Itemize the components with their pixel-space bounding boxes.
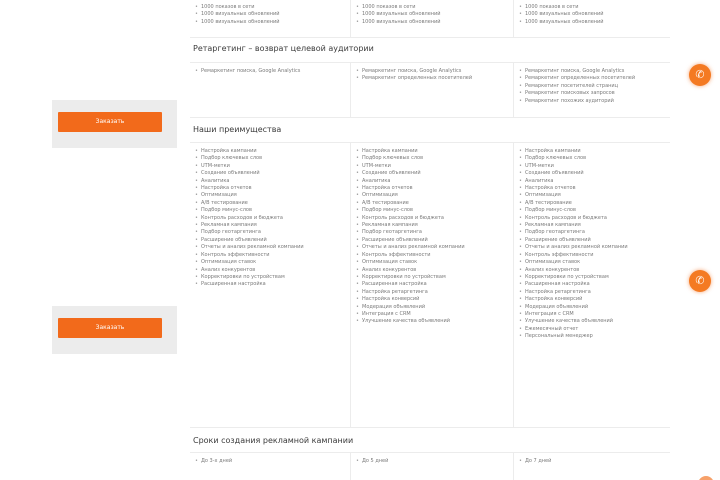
top-list-col-1 bbox=[194, 4, 346, 26]
divider bbox=[513, 63, 514, 117]
list-item: • Оптимизация bbox=[355, 192, 507, 199]
list-item: • Контроль эффективности bbox=[355, 252, 507, 259]
list-item: • Отчеты и анализ рекламной компании bbox=[518, 244, 670, 251]
list-item: • A/B тестирование bbox=[518, 200, 670, 207]
list-item: • UTM-метки bbox=[355, 163, 507, 170]
list-item: • До 7 дней bbox=[518, 458, 670, 465]
list-item: • Отчеты и анализ рекламной компании bbox=[355, 244, 507, 251]
list-item: • Корректировки по устройствам bbox=[194, 274, 346, 281]
divider bbox=[350, 0, 351, 37]
list-item: • 1000 визуальных обновлений bbox=[355, 11, 507, 18]
list-item: • 1000 показов в сети bbox=[518, 4, 670, 11]
list-item: • Ремаркетинг поиска, Google Analytics bbox=[194, 68, 346, 75]
list-item: • Подбор геотаргетинга bbox=[194, 229, 346, 236]
list-item: • Подбор ключевых слов bbox=[355, 155, 507, 162]
list-item: • Аналитика bbox=[355, 178, 507, 185]
list-item: • Улучшение качества объявлений bbox=[355, 318, 507, 325]
list-item: • Отчеты и анализ рекламной компании bbox=[194, 244, 346, 251]
list-item: • Ремаркетинг посетителей страниц bbox=[518, 83, 670, 90]
list-item: • Оптимизация bbox=[194, 192, 346, 199]
list-item: • 1000 визуальных обновлений bbox=[518, 11, 670, 18]
order-card bbox=[52, 100, 177, 148]
list-item: • Анализ конкурентов bbox=[518, 267, 670, 274]
list-item: • Улучшение качества объявлений bbox=[518, 318, 670, 325]
list-item: • Анализ конкурентов bbox=[194, 267, 346, 274]
list-item: • Рекламная кампания bbox=[355, 222, 507, 229]
list-item: • Модерация объявлений bbox=[355, 304, 507, 311]
list-item: • Подбор минус-слов bbox=[194, 207, 346, 214]
list-item: • Корректировки по устройствам bbox=[518, 274, 670, 281]
list-item: • Оптимизация ставок bbox=[355, 259, 507, 266]
list-item: • Расширение объявлений bbox=[194, 237, 346, 244]
list-item: • Создание объявлений bbox=[518, 170, 670, 177]
retargeting-col-3 bbox=[518, 68, 670, 105]
list-item: • Создание объявлений bbox=[355, 170, 507, 177]
advantages-col-3 bbox=[518, 148, 670, 341]
list-item: • 1000 показов в сети bbox=[194, 4, 346, 11]
list-item: • UTM-метки bbox=[518, 163, 670, 170]
list-item: • Ремаркетинг похожих аудиторий bbox=[518, 98, 670, 105]
list-item: • Подбор минус-слов bbox=[518, 207, 670, 214]
list-item: • Настройка ретаргетинга bbox=[355, 289, 507, 296]
list-item: • Настройка кампании bbox=[518, 148, 670, 155]
list-item: • Оптимизация ставок bbox=[194, 259, 346, 266]
retargeting-col-1 bbox=[194, 68, 346, 75]
list-item: • Анализ конкурентов bbox=[355, 267, 507, 274]
phone-icon[interactable]: ✆ bbox=[689, 270, 711, 292]
list-item: • Контроль эффективности bbox=[194, 252, 346, 259]
list-item: • Контроль расходов и бюджета bbox=[194, 215, 346, 222]
list-item: • Оптимизация bbox=[518, 192, 670, 199]
list-item: • Создание объявлений bbox=[194, 170, 346, 177]
list-item: • 1000 визуальных обновлений bbox=[518, 19, 670, 26]
timing-col-1 bbox=[194, 458, 346, 465]
advantages-col-2 bbox=[355, 148, 507, 326]
list-item: • Настройка кампании bbox=[355, 148, 507, 155]
order-card bbox=[52, 306, 177, 354]
list-item: • Интеграция с CRM bbox=[355, 311, 507, 318]
order-button[interactable]: Заказать bbox=[58, 112, 162, 132]
list-item: • A/B тестирование bbox=[355, 200, 507, 207]
top-list-col-2 bbox=[355, 4, 507, 26]
list-item: • 1000 визуальных обновлений bbox=[355, 19, 507, 26]
top-list bbox=[190, 0, 670, 38]
list-item: • Интеграция с CRM bbox=[518, 311, 670, 318]
divider bbox=[350, 453, 351, 480]
section-title-retargeting: Ретаргетинг – возврат целевой аудитории bbox=[193, 44, 374, 53]
advantages-table bbox=[190, 142, 670, 428]
list-item: • Аналитика bbox=[194, 178, 346, 185]
advantages-col-1 bbox=[194, 148, 346, 289]
divider bbox=[513, 453, 514, 480]
list-item: • 1000 визуальных обновлений bbox=[194, 19, 346, 26]
divider bbox=[513, 0, 514, 37]
list-item: • Ремаркетинг определенных посетителей bbox=[518, 75, 670, 82]
list-item: • Корректировки по устройствам bbox=[355, 274, 507, 281]
timing-col-2 bbox=[355, 458, 507, 465]
timing-table bbox=[190, 452, 670, 480]
list-item: • Ежемесячный отчет bbox=[518, 326, 670, 333]
list-item: • До 3-х дней bbox=[194, 458, 346, 465]
list-item: • Настройка конверсий bbox=[518, 296, 670, 303]
list-item: • Контроль эффективности bbox=[518, 252, 670, 259]
timing-col-3 bbox=[518, 458, 670, 465]
list-item: • Аналитика bbox=[518, 178, 670, 185]
list-item: • Расширение объявлений bbox=[518, 237, 670, 244]
phone-icon[interactable]: ✆ bbox=[689, 64, 711, 86]
list-item: • Настройка отчетов bbox=[194, 185, 346, 192]
divider bbox=[513, 143, 514, 427]
list-item: • Ремаркетинг поиска, Google Analytics bbox=[355, 68, 507, 75]
list-item: • Настройка отчетов bbox=[355, 185, 507, 192]
list-item: • Ремаркетинг поисковых запросов bbox=[518, 90, 670, 97]
list-item: • Подбор геотаргетинга bbox=[518, 229, 670, 236]
list-item: • Настройка конверсий bbox=[355, 296, 507, 303]
list-item: • Ремаркетинг поиска, Google Analytics bbox=[518, 68, 670, 75]
list-item: • Настройка кампании bbox=[194, 148, 346, 155]
list-item: • Рекламная кампания bbox=[518, 222, 670, 229]
divider bbox=[350, 63, 351, 117]
retargeting-table bbox=[190, 62, 670, 118]
list-item: • До 5 дней bbox=[355, 458, 507, 465]
list-item: • Рекламная кампания bbox=[194, 222, 346, 229]
list-item: • Персональный менеджер bbox=[518, 333, 670, 340]
section-title-timing: Сроки создания рекламной кампании bbox=[193, 436, 354, 445]
section-title-advantages: Наши преимущества bbox=[193, 125, 282, 134]
list-item: • Ремаркетинг определенных посетителей bbox=[355, 75, 507, 82]
list-item: • Расширение объявлений bbox=[355, 237, 507, 244]
list-item: • 1000 визуальных обновлений bbox=[194, 11, 346, 18]
list-item: • Подбор ключевых слов bbox=[194, 155, 346, 162]
list-item: • Подбор геотаргетинга bbox=[355, 229, 507, 236]
list-item: • Оптимизация ставок bbox=[518, 259, 670, 266]
list-item: • Расширенная настройка bbox=[518, 281, 670, 288]
list-item: • Подбор минус-слов bbox=[355, 207, 507, 214]
list-item: • Модерация объявлений bbox=[518, 304, 670, 311]
list-item: • UTM-метки bbox=[194, 163, 346, 170]
list-item: • Настройка отчетов bbox=[518, 185, 670, 192]
list-item: • Расширенная настройка bbox=[194, 281, 346, 288]
order-button[interactable]: Заказать bbox=[58, 318, 162, 338]
phone-icon[interactable] bbox=[698, 476, 714, 480]
list-item: • Расширенная настройка bbox=[355, 281, 507, 288]
retargeting-col-2 bbox=[355, 68, 507, 83]
top-list-col-3 bbox=[518, 4, 670, 26]
list-item: • Настройка ретаргетинга bbox=[518, 289, 670, 296]
divider bbox=[350, 143, 351, 427]
list-item: • Контроль расходов и бюджета bbox=[518, 215, 670, 222]
list-item: • Контроль расходов и бюджета bbox=[355, 215, 507, 222]
list-item: • A/B тестирование bbox=[194, 200, 346, 207]
list-item: • 1000 показов в сети bbox=[355, 4, 507, 11]
list-item: • Подбор ключевых слов bbox=[518, 155, 670, 162]
